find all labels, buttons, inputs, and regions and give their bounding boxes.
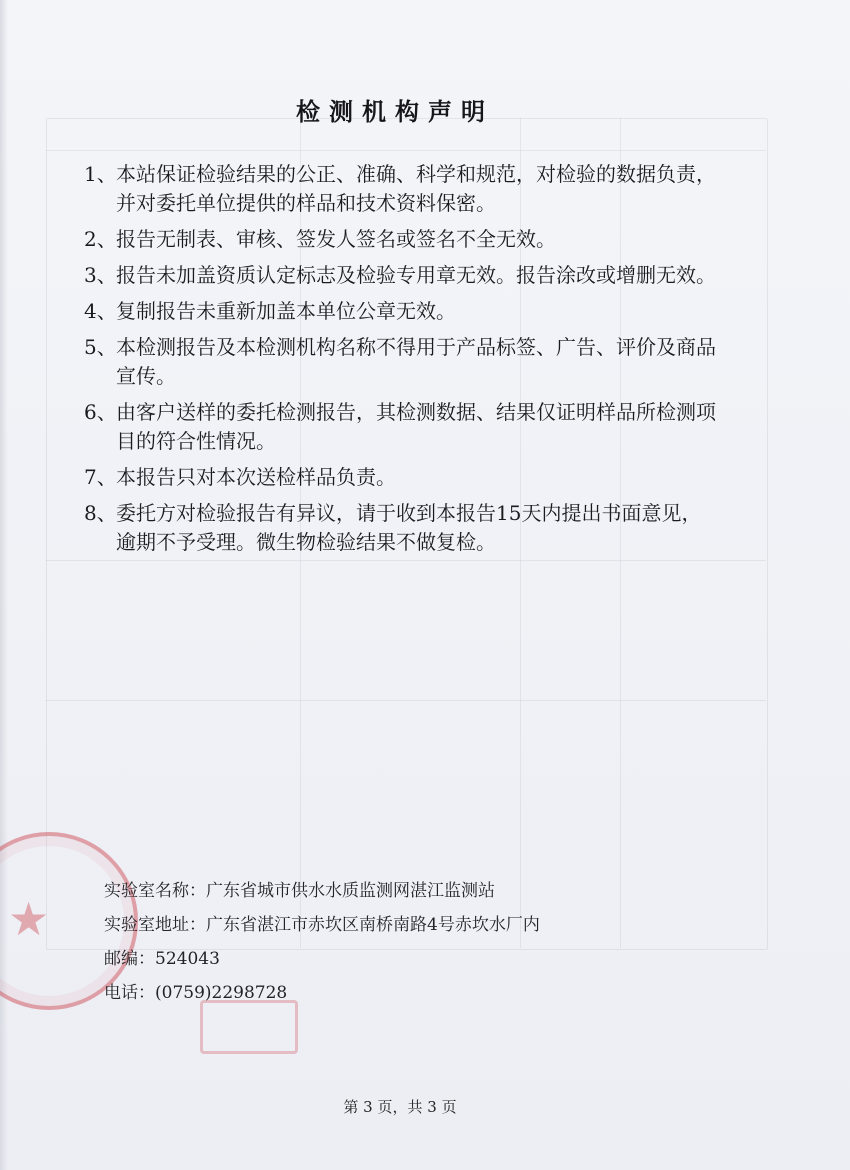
statement-text: 本检测报告及本检测机构名称不得用于产品标签、广告、评价及商品宣传。 [116, 335, 716, 388]
statement-item [84, 160, 720, 218]
phone-label: 电话： [104, 983, 155, 1003]
statement-number: 7、 [84, 465, 117, 489]
lab-address-label: 实验室地址： [104, 915, 206, 935]
statement-number: 3、 [84, 263, 117, 287]
phone-row [104, 976, 540, 1010]
statement-number: 6、 [84, 400, 117, 424]
show-through-line [46, 700, 766, 701]
show-through-line [46, 150, 766, 151]
lab-name: 广东省城市供水水质监测网湛江监测站 [206, 881, 495, 901]
statement-text: 报告未加盖资质认定标志及检验专用章无效。报告涂改或增删无效。 [116, 263, 716, 287]
statement-text: 本报告只对本次送检样品负责。 [116, 465, 396, 489]
lab-address-row [104, 908, 540, 942]
phone-number: (0759)2298728 [155, 983, 288, 1003]
statement-item [84, 297, 720, 326]
statement-number: 2、 [84, 227, 117, 251]
statement-text: 报告无制表、审核、签发人签名或签名不全无效。 [116, 227, 556, 251]
page-title: 检测机构声明 [296, 97, 494, 126]
seal-star-icon: ★ [8, 892, 50, 946]
postcode-label: 邮编： [104, 949, 155, 969]
statement-text: 复制报告未重新加盖本单位公章无效。 [116, 299, 456, 323]
lab-name-row [104, 874, 540, 908]
statement-number: 8、 [84, 501, 117, 525]
lab-name-label: 实验室名称： [104, 881, 206, 901]
statement-text: 本站保证检验结果的公正、准确、科学和规范，对检验的数据负责，并对委托单位提供的样品和技术资料保密。 [116, 162, 716, 215]
statement-number: 5、 [84, 335, 117, 359]
statement-text: 由客户送样的委托检测报告，其检测数据、结果仅证明样品所检测项目的符合性情况。 [116, 400, 716, 453]
statement-number: 1、 [84, 162, 117, 186]
statement-item [84, 261, 720, 290]
lab-address: 广东省湛江市赤坎区南桥南路4号赤坎水厂内 [206, 915, 540, 935]
postcode: 524043 [155, 949, 220, 969]
postcode-row [104, 942, 540, 976]
statement-item [84, 463, 720, 492]
statement-item [84, 225, 720, 254]
statement-item [84, 333, 720, 391]
statement-item [84, 499, 720, 557]
lab-contact-block [104, 874, 540, 1010]
statement-list [84, 160, 720, 564]
statement-text: 委托方对检验报告有异议，请于收到本报告15天内提出书面意见，逾期不予受理。微生物检验结果不做复检。 [116, 501, 702, 554]
statement-number: 4、 [84, 299, 117, 323]
statement-item [84, 398, 720, 456]
page-number: 第 3 页，共 3 页 [343, 1098, 457, 1116]
